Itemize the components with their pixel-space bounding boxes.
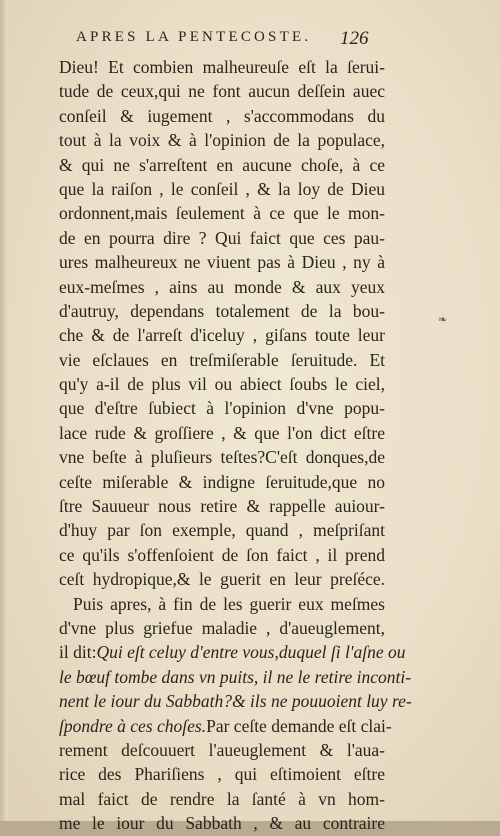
text-line: de en pourra dire ? Qui faict que ces pau- <box>59 227 385 248</box>
text-line: eux-meſmes , ains au monde & aux yeux <box>59 276 385 297</box>
text-line-mixed <box>59 714 392 738</box>
text-line: d'vne plus griefue maladie , d'aueuglement, <box>59 617 385 638</box>
page-number: 126 <box>340 28 369 49</box>
text-line: qu'y a-il de plus vil ou abiect ſoubs le ciel, <box>59 374 385 395</box>
scripture-quote: ſpondre à ces choſes. <box>59 715 207 736</box>
text-line: lace rude & groſſiere , & que l'on dict eſtre <box>59 422 385 443</box>
text-line: ures malheureux ne viuent pas à Dieu , ny à <box>59 252 385 273</box>
text-line: rement deſcouuert l'aueuglement & l'aua- <box>59 739 385 760</box>
text-line-mixed <box>59 640 406 664</box>
text-line: ſtre Sauueur nous retire & rappelle auiour- <box>59 496 385 517</box>
text-line: vie eſclaues en treſmiſerable ſeruitude. Et <box>59 349 385 370</box>
scripture-quote: Qui eſt celuy d'entre vous,duquel ſi l'aſne ou <box>96 642 406 663</box>
text-line: conſeil & iugement , s'accommodans du <box>59 105 385 126</box>
text-line: tude de ceux,qui ne font aucun deſſein auec <box>59 81 385 102</box>
body-text <box>59 55 412 836</box>
text-line: & qui ne s'arreſtent en aucune choſe, à ce <box>59 154 385 175</box>
text-line: d'autruy, dependans totalement de la bou- <box>59 300 385 321</box>
running-title: APRES LA PENTECOSTE. <box>76 29 312 45</box>
page-gutter <box>0 0 8 821</box>
text-line: que d'eſtre ſubiect à l'opinion d'vne popu- <box>59 398 385 419</box>
roman-text: il dit: <box>59 642 97 663</box>
margin-mark: ❧ <box>438 314 448 326</box>
text-line: ce qu'ils s'offenſoient de ſon faict , il prend <box>59 544 385 565</box>
text-line: me le iour du Sabbath , & au contraire <box>59 813 385 834</box>
scripture-quote-line: nent le iour du Sabbath?& ils ne pouuoient luy re- <box>59 691 412 712</box>
text-line: vne beſte à pluſieurs teſtes?C'eſt donques,de <box>59 447 385 468</box>
text-line: d'huy par ſon exemple, quand , meſpriſant <box>59 520 385 541</box>
text-line: que la raiſon , le conſeil , & la loy de Dieu <box>59 178 385 199</box>
text-line: che & de l'arreſt d'iceluy , giſans toute leur <box>59 325 385 346</box>
text-line: tout à la voix & à l'opinion de la populace, <box>59 130 385 151</box>
text-line: ceſt hydropique,& le guerit en leur preſéce. <box>59 569 385 590</box>
roman-text: Par ceſte demande eſt clai- <box>206 715 392 736</box>
text-line: Dieu! Et combien malheureuſe eſt la ſerui- <box>59 57 385 77</box>
text-line: ceſte miſerable & indigne ſeruitude,que no <box>59 471 385 492</box>
paragraph-start-line: Puis apres, à fin de les guerir eux meſmes <box>73 593 385 614</box>
text-line: ordonnent,mais ſeulement à ce que le mon- <box>59 203 385 224</box>
scripture-quote-line: le bœuf tombe dans vn puits, il ne le retire inconti- <box>59 666 412 687</box>
text-line: mal faict de rendre la ſanté à vn hom- <box>59 788 385 809</box>
text-line: rice des Phariſiens , qui eſtimoient eſtre <box>59 764 385 785</box>
